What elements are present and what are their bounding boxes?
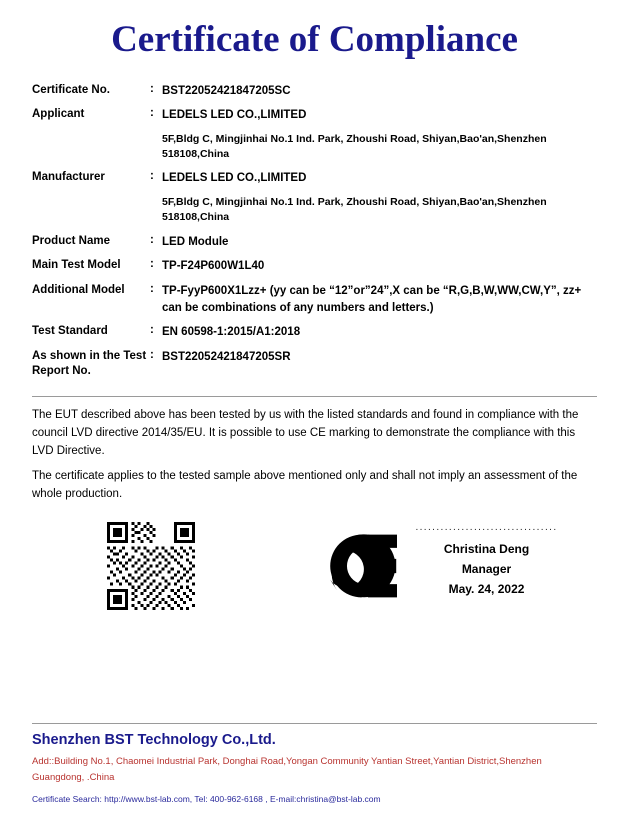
field-label: Test Standard (32, 325, 108, 338)
field-value: EN 60598-1:2015/A1:2018 (162, 326, 301, 339)
divider (32, 396, 597, 397)
field-colon: : (150, 107, 154, 120)
ce-marking-icon (287, 526, 397, 606)
field-label-empty (32, 191, 150, 229)
certificate-search-line[interactable]: Certificate Search: http://www.bst-lab.com, Tel: 400-962-6168 , E-mail:christina@bst-lab.com (32, 794, 381, 804)
table-row (32, 279, 597, 320)
field-label: As shown in the Test Report No. (32, 349, 147, 378)
signer-name: Christina Deng (443, 542, 530, 557)
table-row (32, 128, 597, 166)
table-row (32, 166, 597, 191)
field-address: 5F,Bldg C, Mingjinhai No.1 Ind. Park, Zhoushi Road, Shiyan,Bao'an,Shenzhen 518108,China (162, 133, 547, 161)
company-address-line-1: Add::Building No.1, Chaomei Industrial Park, Donghai Road,Yongan Community Yantian Street,Yantian District,Shenzhen (32, 755, 542, 767)
field-address: 5F,Bldg C, Mingjinhai No.1 Ind. Park, Zhoushi Road, Shiyan,Bao'an,Shenzhen 518108,China (162, 196, 547, 224)
field-label: Manufacturer (32, 171, 105, 184)
field-label: Additional Model (32, 283, 125, 296)
marks-and-signature-area (32, 522, 597, 647)
field-value: TP-F24P600W1L40 (162, 260, 265, 273)
compliance-paragraph-1: The EUT described above has been tested by us with the listed standards and found in compliance with the council LVD directive 2014/35/EU. It is possible to use CE marking to demonstrate the compliance with this LVD Directive. (32, 408, 579, 457)
field-colon: : (150, 282, 154, 295)
signature-block (394, 522, 579, 596)
field-value: LEDELS LED CO.,LIMITED (162, 172, 307, 185)
field-colon: : (150, 348, 154, 361)
field-value: BST22052421847205SC (162, 84, 291, 97)
table-row (32, 103, 597, 128)
field-colon: : (150, 324, 154, 337)
table-row (32, 230, 597, 255)
company-name: Shenzhen BST Technology Co.,Ltd. (32, 731, 276, 748)
field-label-empty (32, 128, 150, 166)
field-label: Product Name (32, 234, 110, 247)
table-row (32, 79, 597, 104)
company-address-line-2: Guangdong, .China (32, 771, 115, 783)
field-label: Certificate No. (32, 83, 110, 96)
field-label: Main Test Model (32, 259, 121, 272)
table-row (32, 345, 597, 384)
field-colon-empty (150, 128, 162, 166)
table-row (32, 191, 597, 229)
field-value: BST22052421847205SR (162, 350, 291, 363)
issue-date: May. 24, 2022 (448, 582, 525, 597)
field-colon: : (150, 233, 154, 246)
footer-divider (32, 723, 597, 724)
certificate-fields-table (32, 79, 597, 384)
field-colon: : (150, 82, 154, 95)
field-value: TP-FyyP600X1Lzz+ (yy can be “12”or”24”,X can be “R,G,B,W,WW,CW,Y”, zz+ can be combinations of any numbers and letters.) (162, 284, 582, 314)
compliance-paragraph-2: The certificate applies to the tested sample above mentioned only and shall not imply an assessment of the whole production. (32, 470, 578, 501)
field-colon-empty (150, 191, 162, 229)
field-colon: : (150, 258, 154, 271)
field-colon: : (150, 170, 154, 183)
field-label: Applicant (32, 108, 85, 121)
field-value: LED Module (162, 235, 229, 248)
table-row (32, 320, 597, 345)
footer (32, 717, 597, 804)
signature-line: .................................. (415, 522, 558, 534)
qr-code-icon (107, 522, 195, 610)
page-title: Certificate of Compliance (111, 19, 518, 60)
field-value: LEDELS LED CO.,LIMITED (162, 109, 307, 122)
certificate-page (0, 20, 629, 814)
table-row (32, 254, 597, 279)
signer-role: Manager (461, 562, 512, 577)
